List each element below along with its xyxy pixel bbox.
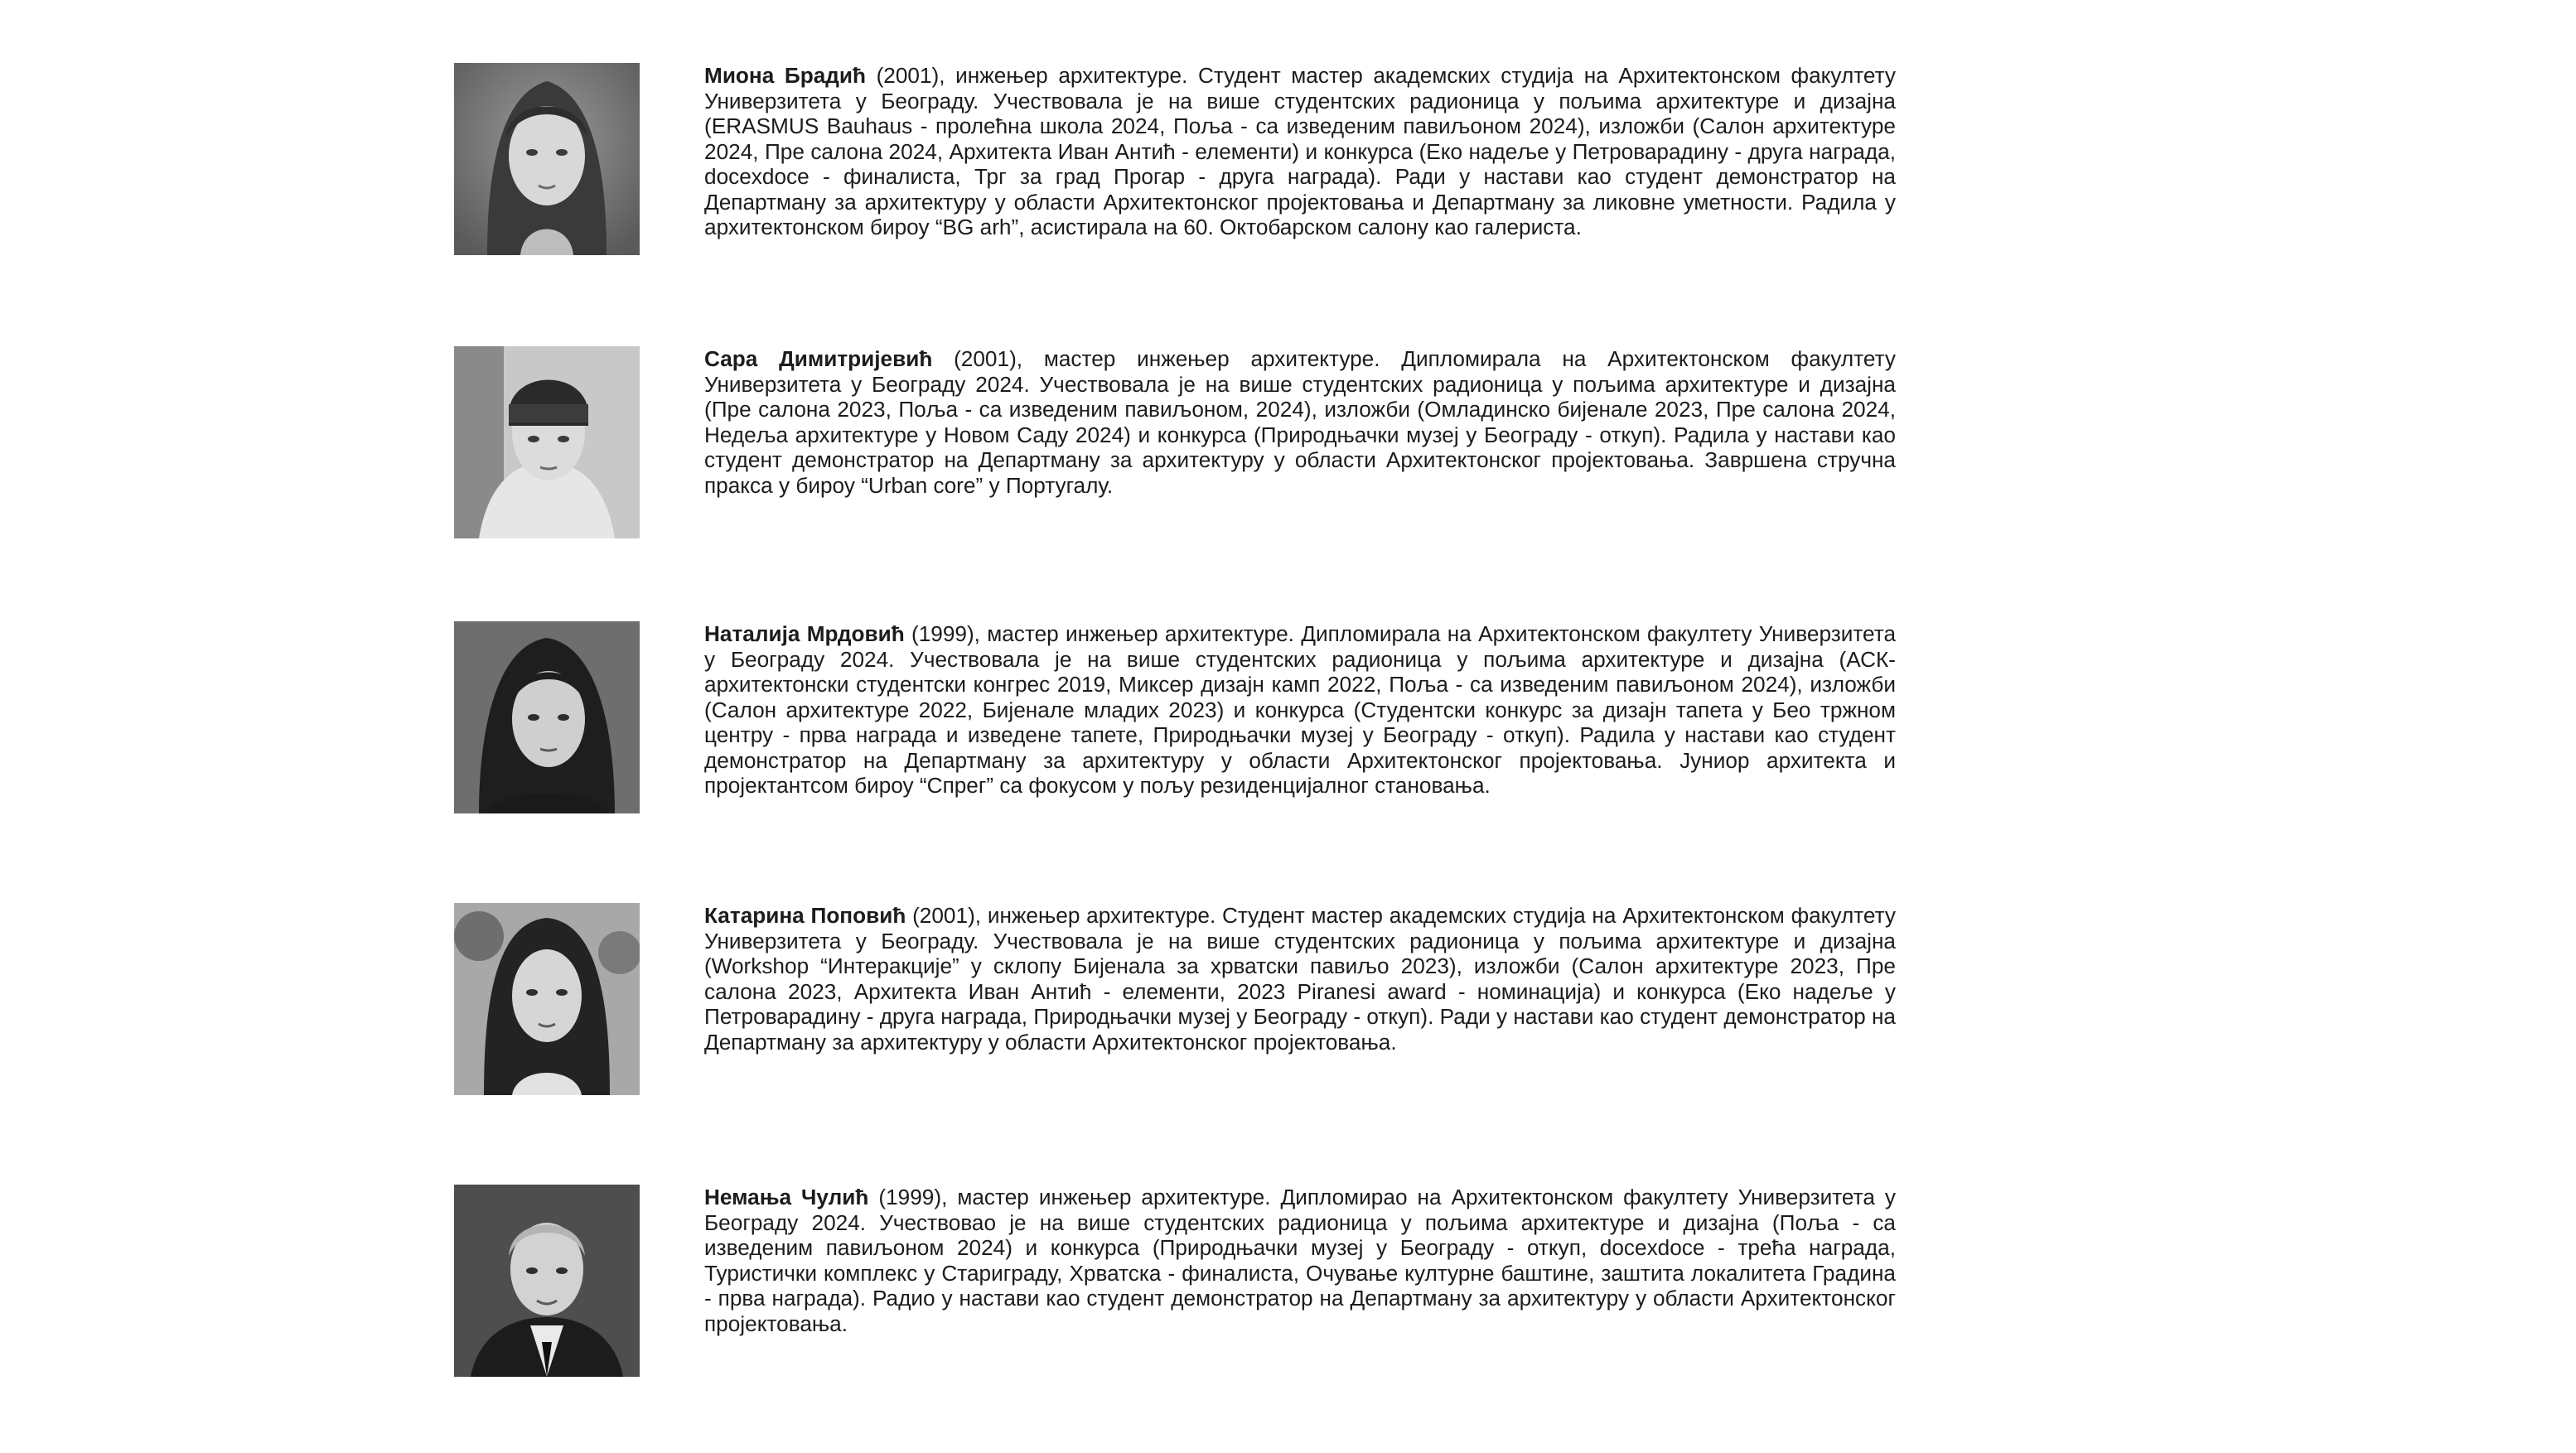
bio-entry	[454, 903, 1896, 1102]
person-name: Сара Димитријевић	[704, 346, 933, 371]
bio-description: (1999), мастер инжењер архитектуре. Дипломирао на Архитектонском факултету Универзитета у Београду 2024. Учествовао је на више студентских радионица у пољима архитектуре и дизајна (Поља - са изведеним павиљоном 2024) и конкурса (Природњачки музеј у Београду - откуп, docexdoce - трећа награда, Туристички комплекс у Стариграду, Хрватска - финалиста, Очување културне баштине, заштита локалитета Градина - прва награда). Радио у настави као студент демонстратор на Департману за архитектуру у области Архитектонског пројектовања.	[704, 1185, 1896, 1336]
portrait-photo	[454, 1185, 640, 1377]
bio-paragraph	[704, 63, 1896, 240]
bio-entry	[454, 621, 1896, 820]
portrait-photo	[454, 63, 640, 255]
bio-paragraph	[704, 1185, 1896, 1336]
portrait-photo	[454, 346, 640, 538]
person-name: Миона Брадић	[704, 63, 866, 88]
person-name: Катарина Поповић	[704, 903, 906, 928]
bio-description: (2001), инжењер архитектуре. Студент мастер академских студија на Архитектонском факултету Универзитета у Београду. Учествовала је на више студентских радионица у пољима архитектуре и дизајна (Workshop “Интеракције” у склопу Бијенала за хрватски павиљо 2023), изложби (Салон архитектуре 2023, Пре салона 2023, Архитекта Иван Антић - елементи, 2023 Piranesi award - номинација) и конкурса (Еко надеље у Петроварадину - друга награда, Природњачки музеј у Београду - откуп). Ради у настави као студент демонстратор на Департману за архитектуру у области Архитектонског пројектовања.	[704, 903, 1896, 1055]
bio-description: (2001), мастер инжењер архитектуре. Дипломирала на Архитектонском факултету Универзитета у Београду 2024. Учествовала је на више студентских радионица у пољима архитектуре и дизајна (Пре салона 2023, Поља - са изведеним павиљоном, 2024), изложби (Омладинско бијенале 2023, Пре салона 2024, Недеља архитектуре у Новом Саду 2024) и конкурса (Природњачки музеј у Београду - откуп). Радила у настави као студент демонстратор на Департману за архитектуру у области Архитектонског пројектовања. Завршена стручна пракса у бироу “Urban core” у Португалу.	[704, 346, 1896, 498]
portrait-photo-image	[454, 903, 640, 1095]
bio-entry	[454, 346, 1896, 545]
person-name: Наталија Мрдовић	[704, 621, 905, 646]
portrait-photo-image	[454, 621, 640, 813]
bio-description: (1999), мастер инжењер архитектуре. Дипломирала на Архитектонском факултету Универзитета у Београду 2024. Учествовала је на више студентских радионица у пољима архитектуре и дизајна (АСК- архитектонски студентски конгрес 2019, Миксер дизајн камп 2022, Поља - са изведеним павиљоном 2024), изложби (Салон архитектуре 2022, Бијенале младих 2023) и конкурса (Студентски конкурс за дизајн тапета у Бео тржном центру - прва награда и изведене тапете, Природњачки музеј у Београду - откуп). Радила у настави као студент демонстратор на Департману за архитектуру у области Архитектонског пројектовања. Јуниор архитекта и пројектантсом бироу “Спрег” са фокусом у пољу резиденцијалног становања.	[704, 621, 1897, 798]
portrait-photo-image	[454, 63, 640, 255]
bio-paragraph	[704, 346, 1896, 498]
portrait-photo	[454, 903, 640, 1095]
person-name: Немања Чулић	[704, 1185, 869, 1209]
bio-entry	[454, 63, 1896, 262]
portrait-photo	[454, 621, 640, 813]
portrait-photo-image	[454, 346, 640, 538]
portrait-photo-image	[454, 1185, 640, 1377]
bio-paragraph	[704, 903, 1896, 1055]
bio-entry	[454, 1185, 1896, 1383]
bio-description: (2001), инжењер архитектуре. Студент мастер академских студија на Архитектонском факултету Универзитета у Београду. Учествовала је на више студентских радионица у пољима архитектуре и дизајна (ERASMUS Bauhaus - пролећна школа 2024, Поља - са изведеним павиљоном 2024), изложби (Салон архитектуре 2024, Пре салона 2024, Архитекта Иван Антић - елементи) и конкурса (Еко надеље у Петроварадину - друга награда, docexdoce - финалиста, Трг за град Прогар - друга награда). Ради у настави као студент демонстратор на Департману за архитектуру у области Архитектонског пројектовања и Департману за ликовне уметности. Радила у архитектонском бироу “BG arh”, асистирала на 60. Октобарском салону као галериста.	[704, 63, 1896, 239]
bio-paragraph	[704, 621, 1896, 799]
